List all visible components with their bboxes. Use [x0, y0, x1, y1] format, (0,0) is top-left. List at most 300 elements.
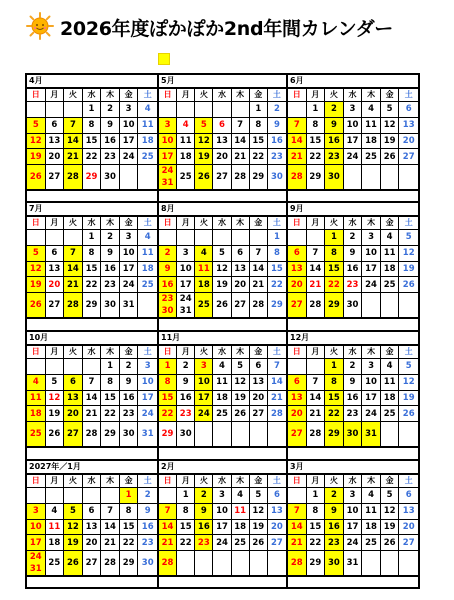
day-number: 11: [141, 247, 154, 258]
day-cell: [344, 293, 363, 318]
day-number: 17: [122, 135, 135, 146]
day-cell: [362, 422, 381, 447]
day-cell: [46, 406, 65, 422]
day-cell: [325, 246, 344, 262]
day-cell: [213, 149, 231, 165]
day-number: 3: [144, 361, 151, 372]
weekday-header: 金: [120, 217, 139, 230]
day-cell: [381, 277, 400, 293]
day-cell: [307, 422, 326, 447]
day-cell: [138, 535, 157, 551]
day-number: 24: [365, 408, 377, 419]
day-number: 8: [88, 247, 95, 258]
day-number: 27: [402, 151, 415, 162]
month-title: 4月: [27, 75, 157, 89]
day-number: 14: [270, 376, 283, 387]
day-number: 19: [402, 392, 415, 403]
day-cell: [138, 406, 157, 422]
day-number: 27: [216, 171, 228, 182]
day-cell: [325, 149, 344, 165]
day-number: 20: [402, 135, 415, 146]
day-cell: [101, 488, 120, 504]
day-number: 5: [405, 361, 412, 372]
day-cell: [232, 118, 250, 134]
day-cell: [344, 359, 363, 375]
day-number: 29: [309, 171, 322, 182]
day-cell: [268, 504, 286, 520]
day-number: 25: [365, 151, 377, 162]
day-cell: [250, 277, 268, 293]
day-cell: [83, 277, 102, 293]
weekday-header: 土: [268, 217, 286, 230]
day-number: 27: [270, 537, 283, 548]
day-number: 16: [328, 521, 340, 532]
day-number: 19: [29, 151, 42, 162]
month-title: 6月: [288, 75, 418, 89]
day-cell: [195, 149, 213, 165]
day-cell: [381, 293, 400, 318]
day-cell: [177, 520, 195, 536]
day-cell: [344, 262, 363, 278]
day-cell: [27, 504, 46, 520]
day-cell: [83, 422, 102, 447]
day-number: 28: [290, 557, 303, 568]
day-cell: [120, 504, 139, 520]
day-number: 3: [164, 119, 171, 130]
day-cell: [325, 422, 344, 447]
day-number: 22: [270, 279, 283, 290]
day-cell: [138, 165, 157, 190]
day-number: 6: [219, 119, 225, 130]
day-cell: [250, 134, 268, 150]
day-cell: [177, 359, 195, 375]
day-number: 26: [67, 557, 79, 568]
day-number: 13: [216, 135, 228, 146]
day-number: 11: [365, 119, 377, 130]
day-cell: [268, 375, 286, 391]
day-number: 15: [270, 263, 283, 274]
day-cell: [27, 118, 46, 134]
day-number: 22: [309, 151, 322, 162]
day-cell: [64, 230, 83, 246]
day-cell: [213, 165, 231, 190]
day-number: 30: [328, 171, 340, 182]
day-number: 27: [48, 171, 61, 182]
day-cell: [177, 102, 195, 118]
day-cell: [27, 293, 46, 318]
day-number: 27: [290, 299, 303, 310]
day-number: 27: [252, 408, 265, 419]
month-grid: [159, 475, 286, 577]
day-cell: [159, 391, 177, 407]
day-cell: [399, 165, 418, 190]
day-cell: [120, 277, 139, 293]
day-cell: [120, 262, 139, 278]
day-cell: [120, 422, 139, 447]
day-cell: [325, 293, 344, 318]
day-cell: [101, 277, 120, 293]
day-number: 27: [85, 557, 98, 568]
day-number: 9: [107, 119, 114, 130]
day-cell: [288, 262, 307, 278]
day-number: 28: [161, 557, 174, 568]
month-block: [27, 203, 159, 332]
day-cell: [101, 504, 120, 520]
day-number: 19: [197, 151, 210, 162]
day-cell: [288, 488, 307, 504]
day-cell: [362, 230, 381, 246]
day-cell: [213, 422, 231, 447]
day-cell: [120, 375, 139, 391]
day-cell: [83, 293, 102, 318]
day-cell: [232, 134, 250, 150]
day-cell: [195, 535, 213, 551]
month-block: [27, 332, 159, 461]
day-number: 14: [309, 392, 322, 403]
day-number: 21: [309, 279, 322, 290]
day-cell: [344, 535, 363, 551]
day-cell: [177, 488, 195, 504]
day-cell: [213, 375, 231, 391]
day-cell: [213, 406, 231, 422]
day-cell: [232, 246, 250, 262]
weekday-header: 火: [325, 346, 344, 359]
day-number: 11: [141, 119, 154, 130]
day-cell: [268, 277, 286, 293]
day-cell: [27, 359, 46, 375]
day-cell: [232, 391, 250, 407]
day-number: 19: [402, 263, 415, 274]
weekday-header: 土: [399, 89, 418, 102]
day-number: 21: [290, 537, 303, 548]
day-cell: [268, 230, 286, 246]
day-number: 26: [234, 408, 247, 419]
day-cell: [288, 535, 307, 551]
day-number: 14: [290, 135, 303, 146]
day-cell: [268, 391, 286, 407]
day-cell: [362, 551, 381, 576]
day-cell: [362, 277, 381, 293]
day-number: 16: [104, 135, 116, 146]
month-title: 2027年／1月: [27, 461, 157, 475]
day-cell: [64, 391, 83, 407]
day-cell: [177, 391, 195, 407]
day-number: 7: [273, 361, 280, 372]
day-cell: [288, 149, 307, 165]
weekday-header: 日: [27, 475, 46, 488]
day-number: 13: [234, 263, 247, 274]
day-number: 7: [164, 505, 171, 516]
weekday-header: 水: [83, 217, 102, 230]
month-block: [159, 75, 288, 203]
day-cell: [250, 359, 268, 375]
day-cell: [325, 262, 344, 278]
day-cell: [381, 391, 400, 407]
day-number: 8: [273, 247, 280, 258]
month-grid: [288, 89, 418, 191]
day-number: 10: [216, 505, 228, 516]
day-cell: [27, 277, 46, 293]
day-cell: [159, 520, 177, 536]
day-cell: [64, 504, 83, 520]
day-number: 23: [104, 151, 116, 162]
day-number: 24: [346, 537, 359, 548]
day-cell: [362, 118, 381, 134]
weekday-header: 木: [232, 217, 250, 230]
day-cell: [195, 293, 213, 318]
day-cell: [399, 391, 418, 407]
day-cell: [138, 277, 157, 293]
day-cell: [381, 359, 400, 375]
day-number: 28: [104, 557, 116, 568]
day-number: 12: [216, 263, 228, 274]
day-cell: [232, 406, 250, 422]
day-number: 27: [67, 428, 79, 439]
day-number: 5: [200, 119, 207, 130]
day-cell: [195, 406, 213, 422]
day-cell: [362, 262, 381, 278]
day-cell: [288, 102, 307, 118]
day-cell: [288, 551, 307, 576]
day-cell: [159, 230, 177, 246]
day-cell: [250, 165, 268, 190]
day-cell: [27, 406, 46, 422]
day-cell: [64, 246, 83, 262]
day-number: 21: [252, 279, 265, 290]
weekday-header: 月: [177, 217, 195, 230]
day-cell: [307, 277, 326, 293]
day-cell: [177, 375, 195, 391]
day-number: 5: [237, 361, 244, 372]
day-cell: [159, 102, 177, 118]
day-cell: [159, 246, 177, 262]
weekday-header: 火: [64, 475, 83, 488]
day-cell: [232, 293, 250, 318]
month-title: 5月: [159, 75, 286, 89]
day-cell: [325, 551, 344, 576]
day-number: 5: [69, 505, 76, 516]
day-number: 4: [51, 505, 58, 516]
day-cell: [83, 504, 102, 520]
month-title: 2月: [159, 461, 286, 475]
weekday-header: 木: [232, 89, 250, 102]
month-title: 12月: [288, 332, 418, 346]
day-number: 17: [365, 392, 377, 403]
weekday-header: 金: [381, 346, 400, 359]
day-number: 24: [29, 552, 42, 563]
month-grid: [288, 217, 418, 319]
day-cell: [213, 504, 231, 520]
day-number: 17: [216, 521, 228, 532]
day-cell: [83, 262, 102, 278]
day-cell: [268, 293, 286, 318]
day-number: 7: [88, 376, 95, 387]
day-number: 11: [383, 376, 396, 387]
day-cell: [159, 535, 177, 551]
day-number: 20: [290, 279, 303, 290]
day-number: 4: [182, 119, 189, 130]
day-number: 1: [182, 490, 189, 501]
day-number: 12: [252, 505, 265, 516]
day-cell: [46, 262, 65, 278]
day-number: 18: [48, 537, 61, 548]
day-number: 6: [293, 247, 300, 258]
day-number: 22: [328, 408, 340, 419]
day-cell: [177, 406, 195, 422]
day-cell: [64, 520, 83, 536]
day-number: 4: [386, 232, 393, 243]
day-cell: [399, 118, 418, 134]
day-cell: [159, 359, 177, 375]
day-number: 13: [48, 263, 61, 274]
day-cell: [362, 149, 381, 165]
day-cell: [344, 134, 363, 150]
day-cell: [232, 520, 250, 536]
day-number: 27: [48, 299, 61, 310]
weekday-header: 月: [46, 217, 65, 230]
day-cell: [381, 422, 400, 447]
day-cell: [344, 149, 363, 165]
month-grid: [27, 89, 157, 191]
day-number: 21: [85, 408, 98, 419]
day-number: 31: [141, 428, 154, 439]
day-number: 9: [330, 119, 337, 130]
day-cell: [250, 246, 268, 262]
day-number: 31: [29, 563, 42, 574]
weekday-header: 木: [232, 346, 250, 359]
day-number: 25: [48, 557, 61, 568]
weekday-header: 木: [101, 89, 120, 102]
day-cell: [177, 504, 195, 520]
weekday-header: 日: [159, 475, 177, 488]
day-number: 26: [402, 408, 415, 419]
day-cell: [64, 406, 83, 422]
day-number: 2: [107, 104, 114, 115]
day-number: 29: [104, 428, 116, 439]
day-cell: [213, 520, 231, 536]
day-cell: [268, 359, 286, 375]
day-number: 16: [122, 392, 135, 403]
day-cell: [64, 422, 83, 447]
day-cell: [46, 488, 65, 504]
day-cell: [399, 406, 418, 422]
day-cell: [27, 520, 46, 536]
day-number: 31: [346, 557, 359, 568]
day-cell: [344, 246, 363, 262]
day-cell: [46, 149, 65, 165]
day-number: 19: [234, 392, 247, 403]
day-number: 1: [312, 104, 319, 115]
day-number: 14: [309, 263, 322, 274]
day-number: 14: [67, 135, 79, 146]
day-number: 29: [309, 557, 322, 568]
month-block: [159, 203, 288, 332]
day-cell: [46, 230, 65, 246]
day-cell: [399, 535, 418, 551]
day-number: 23: [328, 537, 340, 548]
day-number: 2: [200, 490, 207, 501]
day-cell: [101, 246, 120, 262]
day-cell: [381, 149, 400, 165]
day-number: 8: [88, 119, 95, 130]
weekday-header: 火: [325, 475, 344, 488]
day-number: 6: [88, 505, 95, 516]
day-cell: [288, 230, 307, 246]
day-number: 6: [51, 119, 58, 130]
day-number: 17: [197, 392, 210, 403]
day-cell: [177, 118, 195, 134]
day-cell: [177, 551, 195, 576]
weekday-header: 木: [101, 475, 120, 488]
day-cell: [138, 359, 157, 375]
day-cell: [381, 102, 400, 118]
day-cell: [232, 422, 250, 447]
day-number: 28: [85, 428, 98, 439]
weekday-header: 木: [362, 475, 381, 488]
weekday-header: 金: [120, 89, 139, 102]
day-number: 24: [122, 279, 135, 290]
day-number: 25: [234, 537, 247, 548]
day-number: 26: [383, 537, 396, 548]
day-cell: [307, 504, 326, 520]
day-cell: [138, 149, 157, 165]
day-cell: [46, 134, 65, 150]
day-cell: [120, 488, 139, 504]
day-cell: [288, 359, 307, 375]
month-grid: [27, 475, 157, 577]
day-cell: [381, 520, 400, 536]
day-cell: [307, 293, 326, 318]
day-cell: [307, 246, 326, 262]
day-cell: [213, 134, 231, 150]
day-number: 3: [368, 232, 375, 243]
day-cell: [250, 375, 268, 391]
day-cell: [381, 488, 400, 504]
day-number: 12: [383, 119, 396, 130]
day-cell: [213, 118, 231, 134]
day-number: 24: [365, 279, 377, 290]
day-number: 1: [273, 232, 280, 243]
day-number: 21: [67, 279, 79, 290]
day-number: 26: [402, 279, 415, 290]
day-number: 18: [234, 521, 247, 532]
day-number: 21: [104, 537, 116, 548]
day-number: 20: [216, 151, 228, 162]
day-cell: [399, 134, 418, 150]
day-cell: [27, 488, 46, 504]
day-number: 4: [368, 490, 375, 501]
day-cell: [268, 520, 286, 536]
day-number: 23: [197, 537, 210, 548]
day-number: 26: [252, 537, 265, 548]
day-cell: [138, 422, 157, 447]
day-number: 15: [85, 135, 98, 146]
day-number: 30: [104, 299, 116, 310]
day-cell: [344, 230, 363, 246]
day-cell: [46, 504, 65, 520]
day-cell: [101, 230, 120, 246]
month-block: [159, 332, 288, 461]
day-cell: [307, 375, 326, 391]
day-cell: [159, 293, 177, 318]
day-number: 20: [48, 151, 61, 162]
weekday-header: 月: [46, 89, 65, 102]
day-number: 15: [328, 392, 340, 403]
day-number: 11: [234, 505, 247, 516]
weekday-header: 日: [159, 89, 177, 102]
day-number: 12: [402, 247, 415, 258]
day-cell: [101, 165, 120, 190]
